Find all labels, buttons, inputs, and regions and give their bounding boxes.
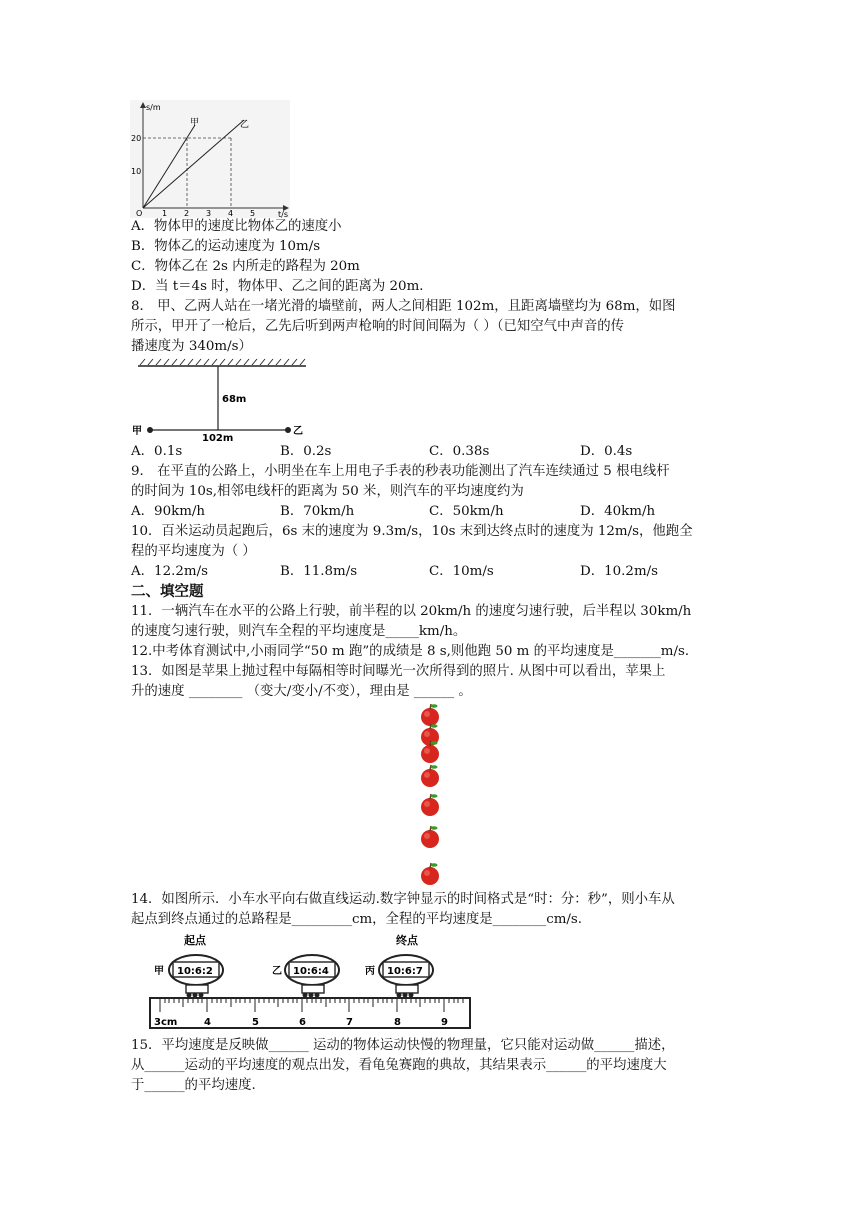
q7-option-a: A．物体甲的速度比物体乙的速度小 — [131, 219, 342, 234]
clock-time-jia: 10:6:2 — [177, 966, 213, 977]
q9-text-line-1: 9． 在平直的公路上，小明坐在车上用电子手表的秒表功能测出了汽车连续通过 5 根电线杆 — [131, 464, 670, 479]
car-label-bing: 丙 — [365, 966, 375, 977]
q15-text-line-2: 从______运动的平均速度的观点出发，看龟兔赛跑的典故，其结果表示______的平均速度大 — [131, 1058, 667, 1073]
q10-text-line-2: 程的平均速度为（ ） — [131, 544, 256, 559]
person-jia-label: 甲 — [132, 426, 142, 437]
x-tick-1: 1 — [162, 209, 168, 218]
ruler-label-7: 7 — [346, 1017, 353, 1028]
person-yi-label: 乙 — [293, 426, 303, 437]
width-label: 102m — [202, 433, 234, 442]
apple-icon — [421, 794, 439, 816]
q7-option-c: C．物体乙在 2s 内所走的路程为 20m — [131, 259, 360, 274]
q10-text-line-1: 10．百米运动员起跑后，6s 末的速度为 9.3m/s，10s 末到达终点时的速度为 12m/s，他跑全 — [131, 524, 693, 539]
x-tick-2: 2 — [184, 209, 190, 218]
q7-option-d: D．当 t＝4s 时，物体甲、乙之间的距离为 20m． — [131, 279, 433, 294]
person-yi-dot — [285, 427, 291, 433]
car-label-jia: 甲 — [154, 966, 164, 977]
q8-option-c: C．0.38s — [429, 444, 490, 459]
section-title-fill-in: 二、填空题 — [131, 583, 204, 600]
car-bing — [365, 955, 433, 998]
q10-option-c: C．10m/s — [429, 564, 494, 579]
q13-text-line-2: 升的速度 ________ （变大/变小/不变），理由是 ______ 。 — [131, 684, 472, 699]
height-label: 68m — [222, 394, 247, 405]
x-tick-4: 4 — [228, 209, 234, 218]
q14-text-line-1: 14．如图所示．小车水平向右做直线运动.数字钟显示的时间格式是“时：分：秒”，则小车从 — [131, 892, 675, 907]
ruler-label-4: 4 — [204, 1017, 211, 1028]
y-tick-10: 10 — [131, 167, 142, 176]
q9-option-c: C．50km/h — [429, 504, 504, 519]
ruler-label-3cm: 3cm — [154, 1017, 178, 1028]
ruler-label-8: 8 — [394, 1017, 401, 1028]
y-axis-label: s/m — [146, 103, 161, 112]
q8-text-line-2: 所示，甲开了一枪后，乙先后听到两声枪响的时间间隔为（ ）（已知空气中声音的传 — [131, 319, 625, 334]
line-label-jia: 甲 — [190, 118, 200, 128]
wall-hatching — [140, 359, 305, 365]
q8-option-b: B．0.2s — [280, 444, 332, 459]
q9-text-line-2: 的时间为 10s,相邻电线杆的距离为 50 米，则汽车的平均速度约为 — [131, 484, 524, 499]
ruler-label-9: 9 — [441, 1017, 448, 1028]
q10-option-a: A．12.2m/s — [131, 564, 208, 579]
q8-text-line-1: 8． 甲、乙两人站在一堵光滑的墙壁前，两人之间相距 102m，且距离墙壁均为 68m，如图 — [131, 299, 676, 314]
apple-icon — [421, 704, 439, 726]
origin-label: O — [136, 209, 143, 218]
q8-option-a: A．0.1s — [131, 444, 183, 459]
q15-text-line-1: 15．平均速度是反映做______ 运动的物体运动快慢的物理量，它只能对运动做______描述， — [131, 1038, 675, 1053]
q11-text-line-1: 11．一辆汽车在水平的公路上行驶，前半程的以 20km/h 的速度匀速行驶，后半程以 30km/h — [131, 604, 692, 619]
q10-option-b: B．11.8m/s — [280, 564, 358, 579]
car-jia — [154, 955, 223, 998]
person-jia-dot — [147, 427, 153, 433]
q12-text-line-1: 12.中考体育测试中,小雨同学“50 m 跑”的成绩是 8 s,则他跑 50 m 的平均速度是_______m/s． — [131, 644, 699, 659]
clock-time-bing: 10:6:7 — [387, 966, 423, 977]
q7-option-b: B．物体乙的运动速度为 10m/s — [131, 239, 321, 254]
car-label-yi: 乙 — [272, 966, 282, 977]
apple-icon — [421, 863, 439, 885]
distance-time-graph — [128, 98, 293, 220]
y-tick-20: 20 — [131, 134, 142, 143]
apple-icon — [421, 741, 439, 763]
q11-text-line-2: 的速度匀速行驶，则汽车全程的平均速度是_____km/h。 — [131, 624, 467, 639]
graph-background — [130, 100, 290, 218]
x-tick-3: 3 — [206, 209, 212, 218]
q14-text-line-2: 起点到终点通过的总路程是_________cm，全程的平均速度是________cm/s. — [131, 912, 583, 927]
line-label-yi: 乙 — [240, 120, 250, 130]
ruler-label-6: 6 — [299, 1017, 306, 1028]
start-label: 起点 — [184, 934, 206, 947]
q9-option-b: B．70km/h — [280, 504, 355, 519]
q15-text-line-3: 于______的平均速度. — [131, 1078, 256, 1093]
q8-text-line-3: 播速度为 340m/s） — [131, 339, 252, 354]
apple-strobe-figure — [414, 700, 446, 890]
car-ruler-figure — [140, 932, 475, 1034]
ruler-label-5: 5 — [252, 1017, 259, 1028]
apple-icon — [421, 826, 439, 848]
clock-time-yi: 10:6:4 — [293, 966, 329, 977]
end-label: 终点 — [396, 934, 418, 947]
q9-option-d: D．40km/h — [580, 504, 656, 519]
q10-option-d: D．10.2m/s — [580, 564, 659, 579]
car-yi — [272, 955, 339, 998]
x-axis-label: t/s — [278, 210, 288, 219]
q13-text-line-1: 13．如图是苹果上抛过程中每隔相等时间曝光一次所得到的照片. 从图中可以看出，苹果上 — [131, 664, 666, 679]
apple-icon — [421, 765, 439, 787]
wall-echo-figure — [130, 356, 310, 442]
q8-option-d: D．0.4s — [580, 444, 633, 459]
x-tick-5: 5 — [250, 209, 256, 218]
q9-option-a: A．90km/h — [131, 504, 206, 519]
